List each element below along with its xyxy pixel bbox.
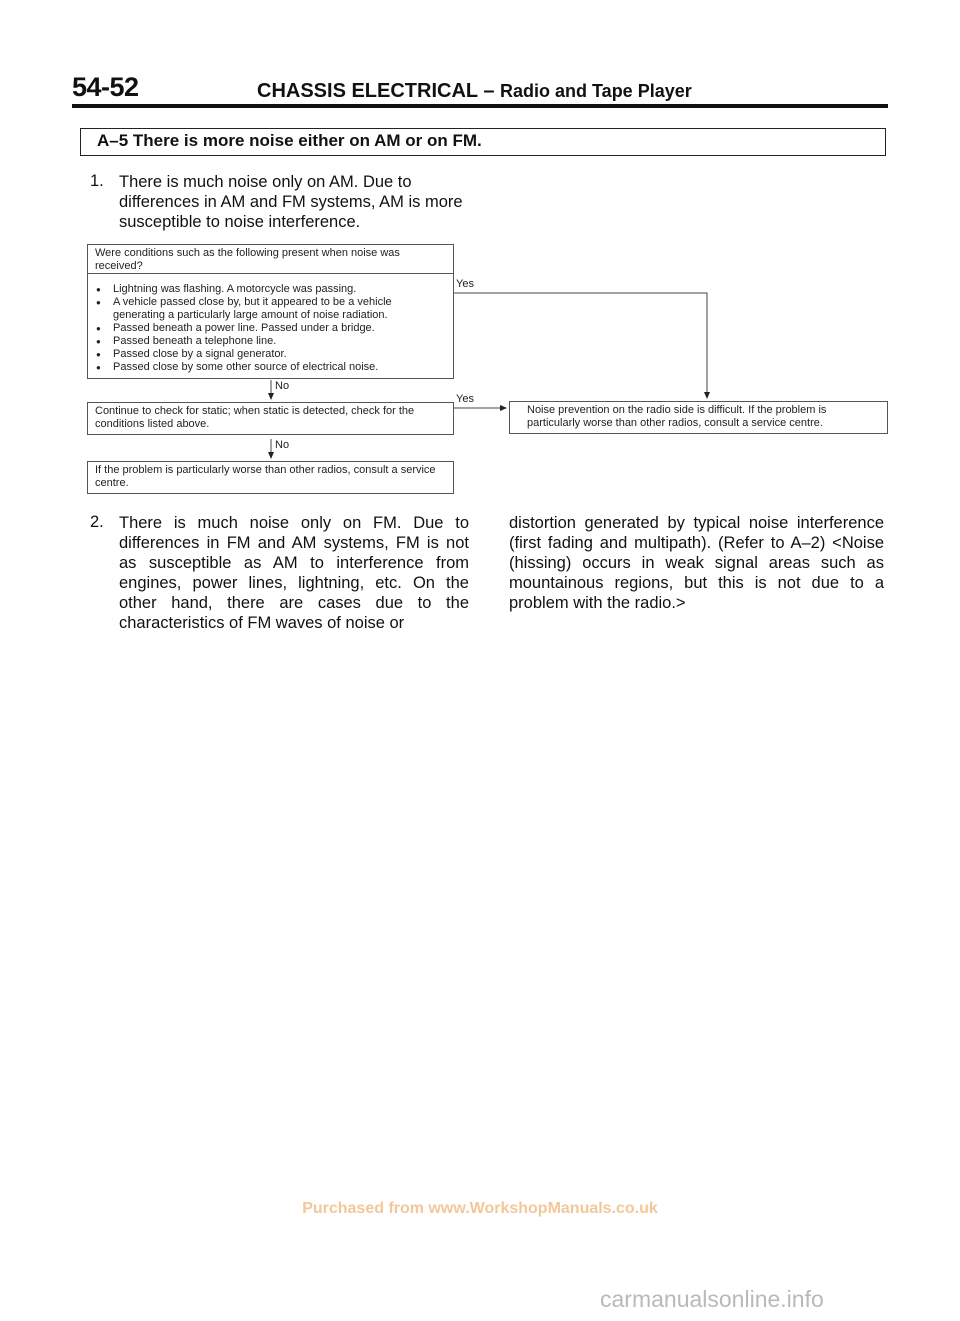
flowchart-result-no: If the problem is particularly worse than other radios, consult a service centre. — [95, 464, 436, 489]
condition-item: ● A vehicle passed close by, but it appeared to be a vehicle generating a particularly large amount of noise radiation. — [95, 296, 440, 322]
header-subtitle: Radio and Tape Player — [500, 81, 692, 101]
flow-label-no-1: No — [275, 380, 290, 392]
condition-item: ● Passed beneath a telephone line. — [95, 335, 440, 348]
item-1-text: There is much noise only on AM. Due to differences in AM and FM systems, AM is more susceptible to noise interference. — [119, 173, 463, 231]
flowchart-question: Were conditions such as the following present when noise was received? — [95, 247, 400, 272]
flow-label-yes-1: Yes — [456, 278, 474, 290]
flow-label-yes-2: Yes — [456, 393, 474, 405]
item-2-number: 2. — [90, 513, 104, 531]
flowchart-result-yes: Noise prevention on the radio side is difficult. If the problem is particularly worse than other radios, consult a service centre. — [527, 404, 827, 429]
condition-item: ● Passed beneath a power line. Passed under a bridge. — [95, 322, 440, 335]
watermark-text: Purchased from www.WorkshopManuals.co.uk — [302, 1200, 658, 1217]
page-number: 54-52 — [72, 72, 139, 102]
flowchart-step: Continue to check for static; when static is detected, check for the conditions listed above. — [95, 405, 415, 430]
item-2-text-left: There is much noise only on FM. Due to differences in FM and AM systems, FM is not as susceptible as AM to interference from engines, power lines, lightning, etc. On the other hand, there are cases due to the characteristics of FM waves of noise or — [119, 514, 469, 632]
item-1-number: 1. — [90, 172, 104, 190]
condition-item: ● Passed close by a signal generator. — [95, 348, 440, 361]
condition-item: ● Passed close by some other source of electrical noise. — [95, 361, 440, 374]
header-chapter-title: CHASSIS ELECTRICAL – — [257, 80, 495, 102]
site-mark-text: carmanualsonline.info — [600, 1286, 824, 1312]
condition-item: ● Lightning was flashing. A motorcycle was passing. — [95, 283, 440, 296]
section-heading: A–5 There is more noise either on AM or on FM. — [97, 131, 482, 150]
yes-connector-1 — [454, 293, 707, 398]
item-2-text-right: distortion generated by typical noise interference (first fading and multipath). (Refer to A–2) <Noise (hissing) occurs in weak signal areas such as mountainous regions, but this is not due to a problem with the radio.> — [509, 514, 884, 612]
flow-label-no-2: No — [275, 439, 290, 451]
